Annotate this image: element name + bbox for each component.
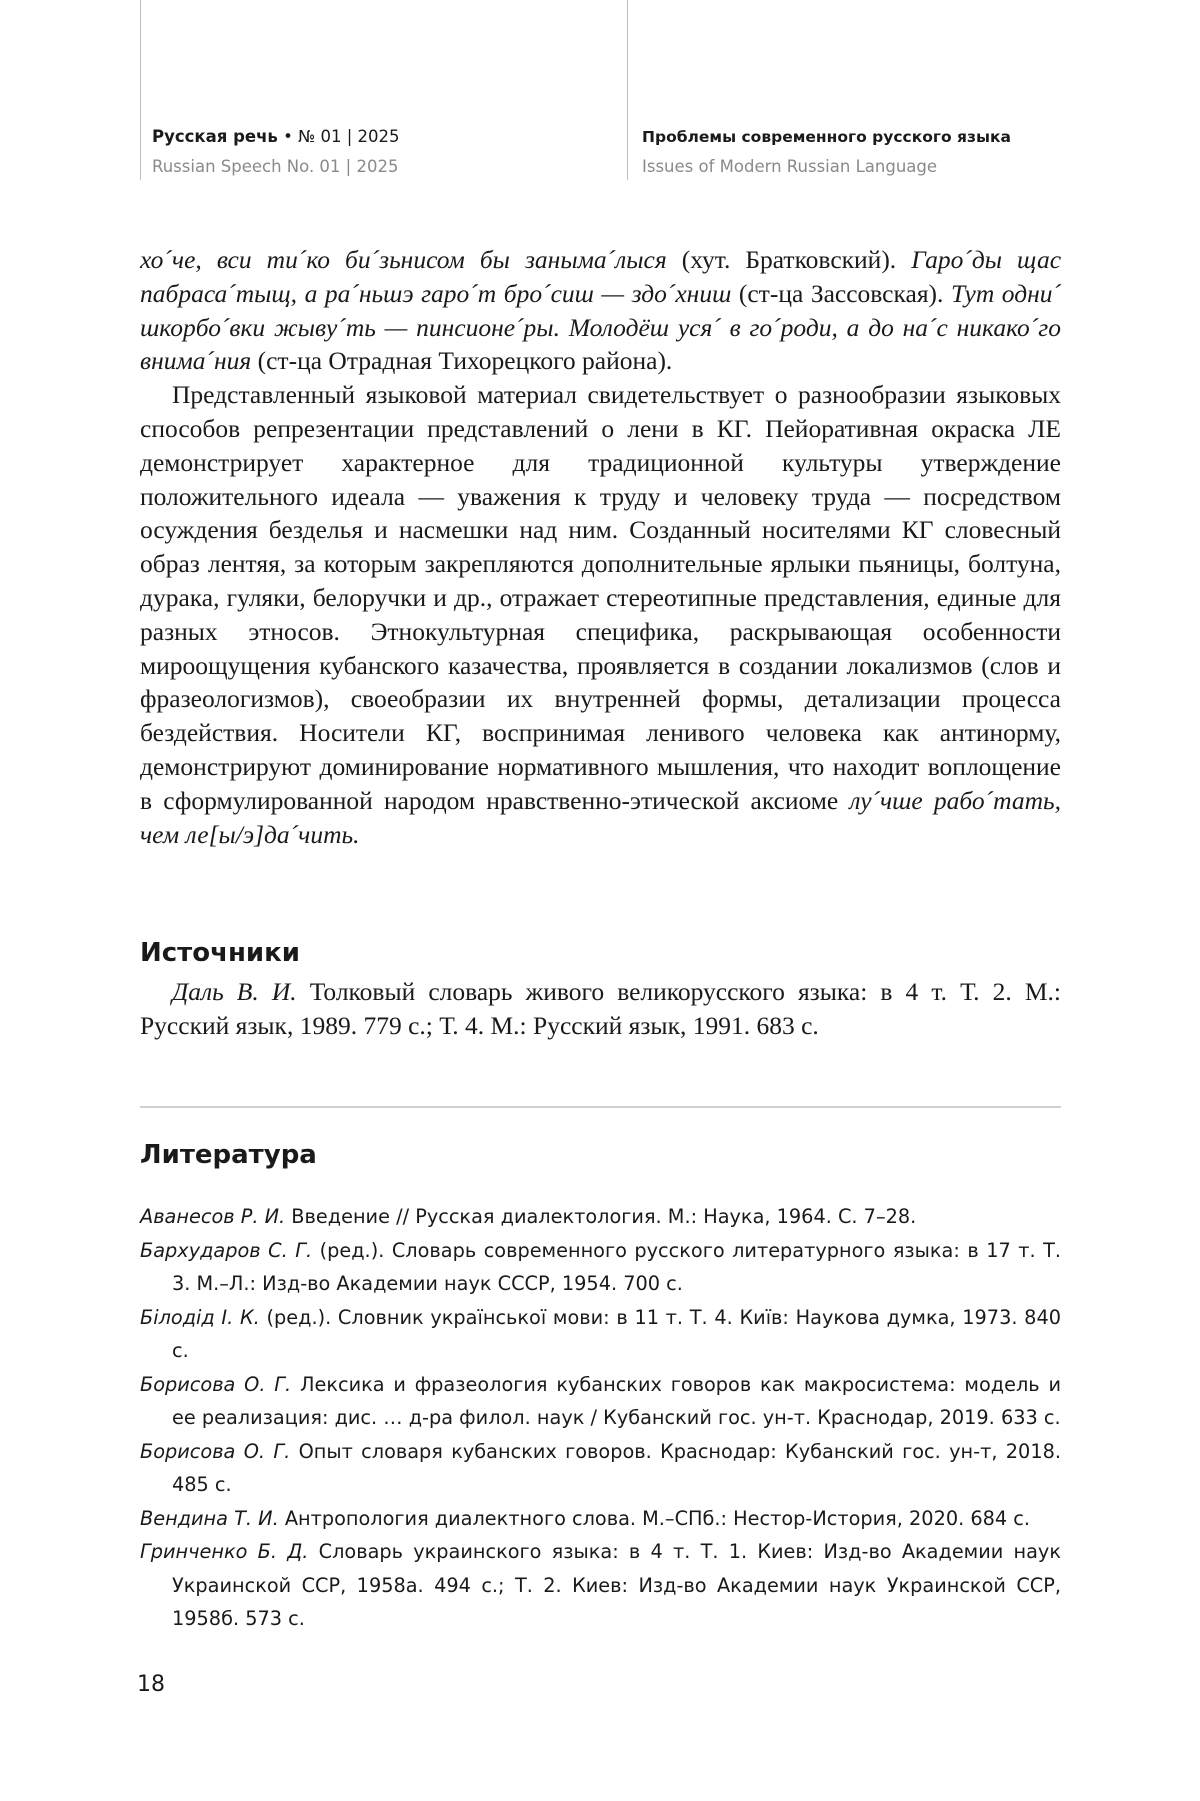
section-title-en: Issues of Modern Russian Language [642, 157, 938, 176]
reference-item [140, 1435, 1061, 1502]
source-author: Даль В. И. [172, 977, 297, 1006]
reference-text: (ред.). Словарь современного русского литературного языка: в 17 т. Т. 3. М.–Л.: Изд-во Академии наук СССР, 1954. 700 с. [172, 1238, 1061, 1295]
source-item [140, 975, 1061, 1043]
body-paragraph-2 [140, 378, 1061, 851]
reference-text: (ред.). Словник української мови: в 11 т. Т. 4. Київ: Наукова думка, 1973. 840 с. [172, 1305, 1061, 1362]
source-3: (ст-ца Отрадная Тихорецкого района). [251, 346, 673, 376]
reference-text: Лексика и фразеология кубанских говоров как макросистема: модель и ее реализация: дис. … д-ра филол. наук / Кубанский гос. ун-т. Краснодар, 2019. 633 с. [172, 1372, 1061, 1429]
reference-author: Бархударов С. Г. [140, 1238, 313, 1262]
paragraph-2-text: Представленный языковой материал свидетельствует о разнообразии языковых способов репрезентации представлений о лени в КГ. Пейоративная окраска ЛЕ демонстрирует характерное для традиционной культуры утверждение положительного идеала — уважения к труду и человеку труда — посредством осуждения безделья и насмешки над ним. Созданный носителями КГ словесный образ лентяя, за которым закрепляются дополнительные ярлыки пьяницы, болтуна, дурака, гуляки, белоручки и др., отражает стереотипные представления, единые для разных этносов. Этнокультурная специфика, раскрывающая особенности мироощущения кубанского казачества, проявляется в создании локализмов (слов и фразеологизмов), своеобразии их внутренней формы, детализации процесса бездействия. Носители КГ, воспринимая ленивого человека как антинорму, демонстрируют доминирование нормативного мышления, что находит воплощение в сформулированной народом нравственно-этической аксиоме [140, 380, 1061, 815]
reference-item [140, 1301, 1061, 1368]
section-divider [140, 1106, 1061, 1108]
page-number: 18 [137, 1672, 165, 1697]
literature-heading: Литература [140, 1140, 317, 1170]
literature-list [140, 1200, 1061, 1636]
journal-line-ru [152, 122, 400, 152]
source-text: Толковый словарь живого великорусского языка: в 4 т. Т. 2. М.: Русский язык, 1989. 779 с.; Т. 4. М.: Русский язык, 1991. 683 с. [140, 977, 1061, 1040]
source-1: (хут. Братковский). [666, 245, 912, 274]
quote-2: Гаро´ды щас пабраса´тыщ, а ра´ньшэ гаро´т бро´сиш — здо´хниш [140, 245, 1062, 308]
header-left [152, 122, 400, 182]
journal-issue: № 01 | 2025 [298, 127, 400, 146]
reference-item [140, 1234, 1061, 1301]
source-2: (ст-ца Зассовская). [731, 278, 951, 308]
sources-list [140, 975, 1061, 1043]
reference-author: Аванесов Р. И. [140, 1205, 286, 1228]
quote-3: Тут одни´ шкорбо´вки жыву´ть — пинсионе´ры. Молодёш уся´ в го´роди, а до на´с никако´го внима´ния [140, 278, 1061, 376]
reference-author: Борисова О. Г. [140, 1439, 291, 1463]
body-text [140, 243, 1061, 851]
reference-author: Вендина Т. И. [140, 1506, 279, 1530]
reference-author: Білодід І. К. [140, 1305, 260, 1329]
reference-text: Введение // Русская диалектология. М.: Наука, 1964. С. 7–28. [285, 1205, 917, 1228]
reference-text: Антропология диалектного слова. М.–СПб.: Нестор-История, 2020. 684 с. [278, 1506, 1031, 1530]
reference-text: Опыт словаря кубанских говоров. Краснодар: Кубанский гос. ун-т, 2018. 485 с. [172, 1439, 1061, 1496]
quote-1: хо´че, вси ти´ко би´зьнисом бы заныма´лыся [140, 245, 667, 274]
reference-item [140, 1200, 1061, 1234]
sources-heading: Источники [140, 938, 300, 968]
header-bullet: • [277, 127, 299, 146]
reference-author: Гринченко Б. Д. [140, 1540, 309, 1563]
reference-author: Борисова О. Г. [140, 1372, 292, 1396]
reference-item [140, 1502, 1061, 1536]
reference-item [140, 1368, 1061, 1435]
axiom-quote: лу´чше рабо´тать, чем ле[ы/э]да´чить. [140, 785, 1061, 849]
body-paragraph-1 [140, 243, 1061, 378]
journal-title: Русская речь [152, 127, 278, 146]
journal-line-en: Russian Speech No. 01 | 2025 [152, 157, 399, 176]
reference-item [140, 1535, 1061, 1636]
section-title-ru: Проблемы современного русского языка [642, 128, 1011, 146]
header-right [642, 122, 1011, 182]
reference-text: Словарь украинского языка: в 4 т. Т. 1. Киев: Изд-во Академии наук Украинской ССР, 1958а. 494 с.; Т. 2. Киев: Изд-во Академии наук Украинской ССР, 1958б. 573 с. [172, 1540, 1061, 1630]
header-divider-right [627, 0, 628, 180]
header-divider-left [140, 0, 141, 180]
